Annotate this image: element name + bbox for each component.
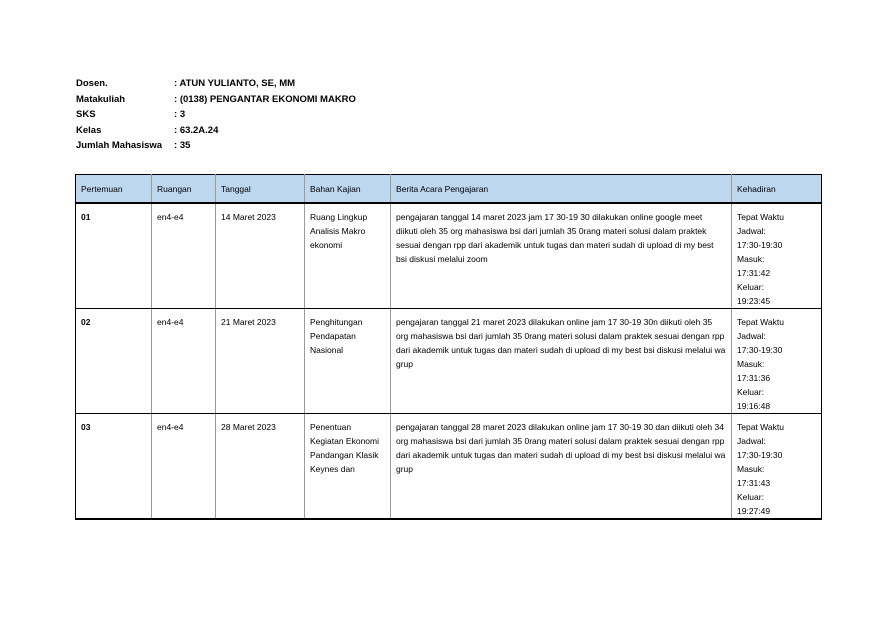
- cell-kehadiran: [732, 203, 822, 309]
- kehadiran-jadwal-label: Jadwal:: [737, 436, 766, 446]
- sks-label: SKS: [76, 109, 96, 120]
- kehadiran-jadwal: 17:30-19:30: [737, 450, 783, 460]
- cell-tanggal: 28 Maret 2023: [216, 414, 305, 520]
- table-row: [76, 414, 822, 520]
- kehadiran-status: Tepat Waktu: [737, 317, 784, 327]
- cell-berita-acara: pengajaran tanggal 21 maret 2023 dilakukan online jam 17 30-19 30n diikuti oleh 35 org mahasiswa bsi dari jumlah 35 0rang materi solusi dalam praktek sesuai dengan rpp dari akademik untuk tugas dan materi sudah di upload di my best bsi diskusi melalui wa grup: [391, 309, 732, 414]
- dosen-label: Dosen.: [76, 78, 108, 89]
- cell-bahan-kajian: Penentuan Kegiatan Ekonomi Pandangan Klasik Keynes dan: [305, 414, 391, 520]
- jumlah-mahasiswa-value: : 35: [174, 138, 190, 154]
- kehadiran-masuk-label: Masuk:: [737, 254, 765, 264]
- matakuliah-label: Matakuliah: [76, 93, 126, 105]
- jumlah-mahasiswa-label: Jumlah Mahasiswa: [76, 140, 163, 151]
- kehadiran-jadwal-label: Jadwal:: [737, 226, 766, 236]
- kehadiran-masuk: 17:31:42: [737, 268, 771, 278]
- kehadiran-keluar: 19:23:45: [737, 296, 771, 306]
- col-header-ruangan: Ruangan: [152, 175, 216, 204]
- kehadiran-masuk: 17:31:43: [737, 478, 771, 488]
- col-header-bahan-kajian: Bahan Kajian: [305, 175, 391, 204]
- cell-pertemuan: 02: [76, 309, 152, 414]
- matakuliah-value: : (0138) PENGANTAR EKONOMI MAKRO: [174, 92, 356, 108]
- kehadiran-jadwal: 17:30-19:30: [737, 345, 783, 355]
- kehadiran-keluar-label: Keluar:: [737, 387, 764, 397]
- kelas-row: [76, 123, 356, 139]
- table-row: [76, 309, 822, 414]
- dosen-value: : ATUN YULIANTO, SE, MM: [174, 76, 295, 92]
- kehadiran-keluar: 19:27:49: [737, 506, 771, 516]
- kehadiran-status: Tepat Waktu: [737, 212, 784, 222]
- kehadiran-jadwal-label: Jadwal:: [737, 331, 766, 341]
- matakuliah-row: [76, 92, 356, 108]
- cell-berita-acara: pengajaran tanggal 14 maret 2023 jam 17 30-19 30 dilakukan online google meet diikuti oleh 35 org mahasiswa bsi dari jumlah 35 0rang materi solusi dalam praktek sesuai dengan rpp dari akademik untuk tugas dan materi sudah di upload di my best bsi diskusi melalui zoom: [391, 203, 732, 309]
- cell-tanggal: 21 Maret 2023: [216, 309, 305, 414]
- kelas-label: Kelas: [76, 124, 102, 136]
- cell-ruangan: en4-e4: [152, 203, 216, 309]
- cell-bahan-kajian: Penghitungan Pendapatan Nasional: [305, 309, 391, 414]
- cell-pertemuan: 03: [76, 414, 152, 520]
- table-header-row: [76, 175, 822, 204]
- kehadiran-status: Tepat Waktu: [737, 422, 784, 432]
- cell-pertemuan: 01: [76, 203, 152, 309]
- cell-kehadiran: [732, 309, 822, 414]
- col-header-berita-acara: Berita Acara Pengajaran: [391, 175, 732, 204]
- kehadiran-masuk-label: Masuk:: [737, 464, 765, 474]
- cell-tanggal: 14 Maret 2023: [216, 203, 305, 309]
- cell-berita-acara: pengajaran tanggal 28 maret 2023 dilakukan online jam 17 30-19 30 dan diikuti oleh 34 org mahasiswa bsi dari jumlah 35 0rang materi solusi dalam praktek sesuai dengan rpp dari akademik untuk tugas dan materi sudah di upload di my best bsi diskusi melalui wa grup: [391, 414, 732, 520]
- table-row: [76, 203, 822, 309]
- cell-kehadiran: [732, 414, 822, 520]
- cell-bahan-kajian: Ruang Lingkup Analisis Makro ekonomi: [305, 203, 391, 309]
- kehadiran-keluar-label: Keluar:: [737, 282, 764, 292]
- dosen-row: [76, 76, 356, 92]
- kehadiran-masuk-label: Masuk:: [737, 359, 765, 369]
- col-header-kehadiran: Kehadiran: [732, 175, 822, 204]
- berita-acara-table: [75, 174, 822, 520]
- cell-ruangan: en4-e4: [152, 309, 216, 414]
- kehadiran-keluar: 19:16:48: [737, 401, 771, 411]
- jumlah-mahasiswa-row: [76, 138, 356, 154]
- kehadiran-keluar-label: Keluar:: [737, 492, 764, 502]
- col-header-pertemuan: Pertemuan: [76, 175, 152, 204]
- col-header-tanggal: Tanggal: [216, 175, 305, 204]
- kehadiran-masuk: 17:31:36: [737, 373, 771, 383]
- kehadiran-jadwal: 17:30-19:30: [737, 240, 783, 250]
- sks-value: : 3: [174, 107, 185, 123]
- sks-row: [76, 107, 356, 123]
- kelas-value: : 63.2A.24: [174, 123, 218, 139]
- course-info: [76, 76, 356, 154]
- cell-ruangan: en4-e4: [152, 414, 216, 520]
